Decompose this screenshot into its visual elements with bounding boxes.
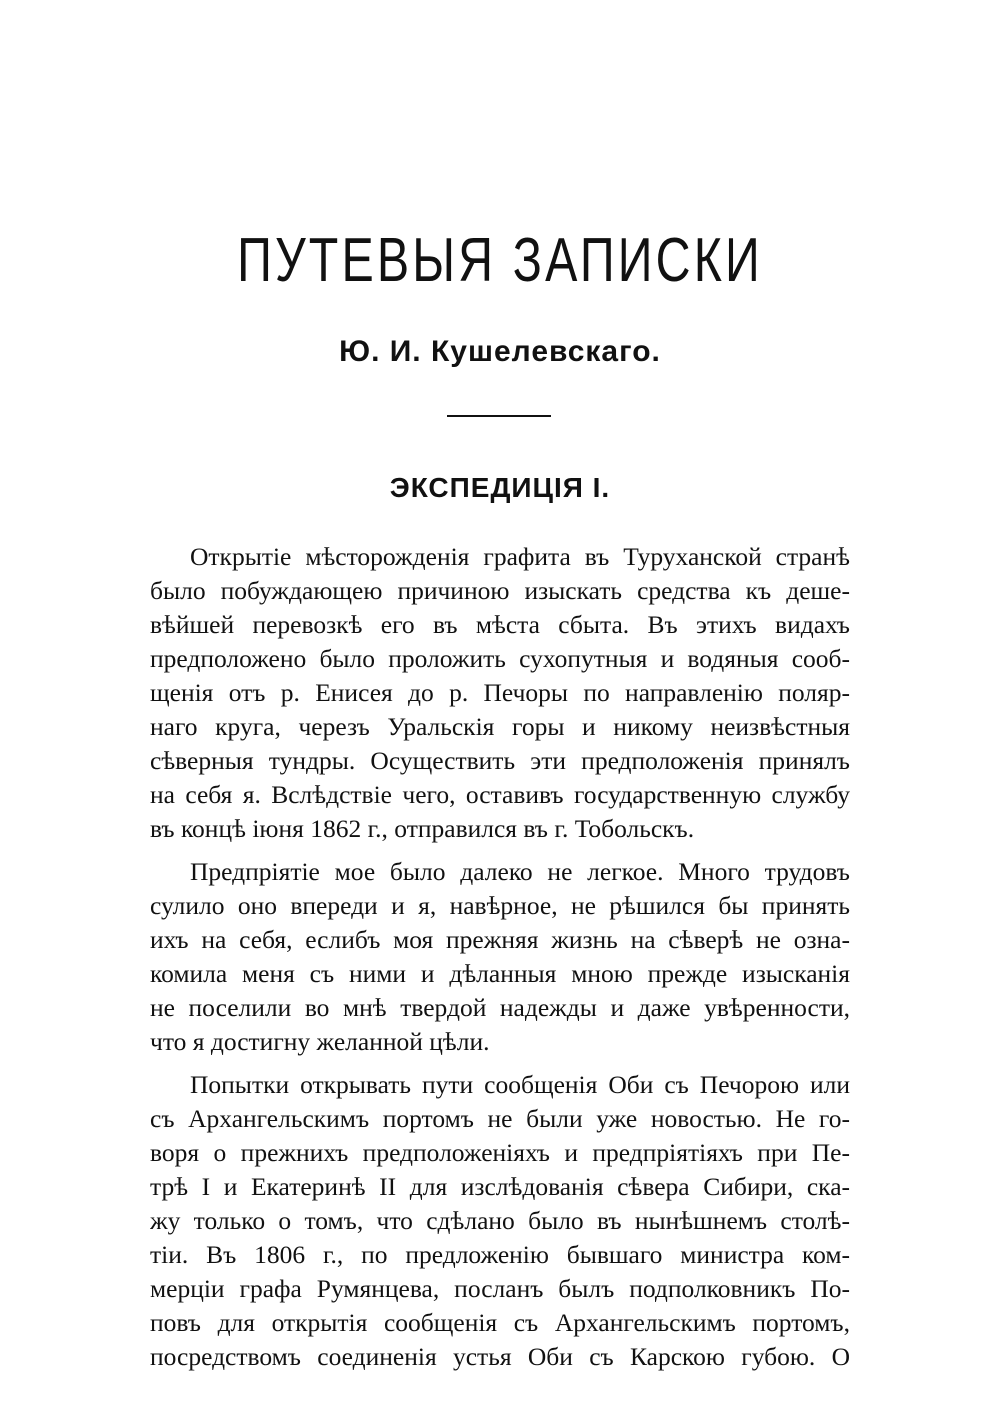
paragraph-2 bbox=[150, 855, 850, 1059]
section-heading: ЭКСПЕДИЦІЯ I. bbox=[389, 472, 611, 503]
text-line: на себя я. Вслѣдствіе чего, оставивъ государственную службу bbox=[150, 780, 850, 809]
text-line: съ Архангельскимъ портомъ не были уже новостью. Не го- bbox=[150, 1104, 850, 1133]
text-line: мерціи графа Румянцева, посланъ былъ подполковникъ По- bbox=[150, 1274, 850, 1303]
paragraph-3 bbox=[150, 1068, 850, 1374]
text-line: сѣверныя тундры. Осуществить эти предположенія принялъ bbox=[150, 746, 850, 775]
text-line: Попытки открывать пути сообщенія Оби съ Печорою или bbox=[190, 1070, 850, 1099]
text-line: сулило оно впереди и я, навѣрное, не рѣшился бы принять bbox=[150, 891, 850, 920]
text-line: трѣ I и Екатеринѣ II для изслѣдованія сѣвера Сибири, ска- bbox=[150, 1172, 850, 1201]
text-line: комила меня съ ними и дѣланныя мною прежде изысканія bbox=[150, 959, 850, 988]
paragraph-1 bbox=[150, 540, 850, 846]
text-line: наго круга, черезъ Уральскія горы и никому неизвѣстныя bbox=[150, 712, 850, 741]
author-line: Ю. И. Кушелевскаго. bbox=[339, 335, 661, 368]
text-line: тіи. Въ 1806 г., по предложенію бывшаго министра ком- bbox=[150, 1240, 850, 1269]
text-line: не поселили во мнѣ твердой надежды и даже увѣренности, bbox=[150, 993, 850, 1022]
text-line: было побуждающею причиною изыскать средства къ деше- bbox=[150, 576, 850, 605]
text-line: Предпріятіе мое было далеко не легкое. Много трудовъ bbox=[190, 857, 850, 886]
page-title: ПУТЕВЫЯ ЗАПИСКИ bbox=[237, 226, 763, 295]
text-line: вѣйшей перевозкѣ его въ мѣста сбыта. Въ этихъ видахъ bbox=[150, 610, 850, 639]
body-text bbox=[150, 540, 850, 1383]
text-line: предположено было проложить сухопутныя и водяныя сооб- bbox=[150, 644, 850, 673]
text-line: повъ для открытія сообщенія съ Архангельскимъ портомъ, bbox=[150, 1308, 850, 1337]
text-line: въ концѣ іюня 1862 г., отправился въ г. Тобольскъ. bbox=[150, 814, 695, 843]
text-line: ихъ на себя, еслибъ моя прежняя жизнь на сѣверѣ не озна- bbox=[150, 925, 850, 954]
text-line: что я достигну желанной цѣли. bbox=[150, 1027, 490, 1056]
text-line: воря о прежнихъ предположеніяхъ и предпріятіяхъ при Пе- bbox=[150, 1138, 850, 1167]
text-line: жу только о томъ, что сдѣлано было въ нынѣшнемъ столѣ- bbox=[150, 1206, 850, 1235]
text-line: щенія отъ р. Енисея до р. Печоры по направленію поляр- bbox=[150, 678, 850, 707]
text-line: Открытіе мѣсторожденія графита въ Туруханской странѣ bbox=[190, 542, 850, 571]
title-divider bbox=[447, 415, 551, 417]
text-line: посредствомъ соединенія устья Оби съ Карскою губою. О bbox=[150, 1342, 850, 1371]
